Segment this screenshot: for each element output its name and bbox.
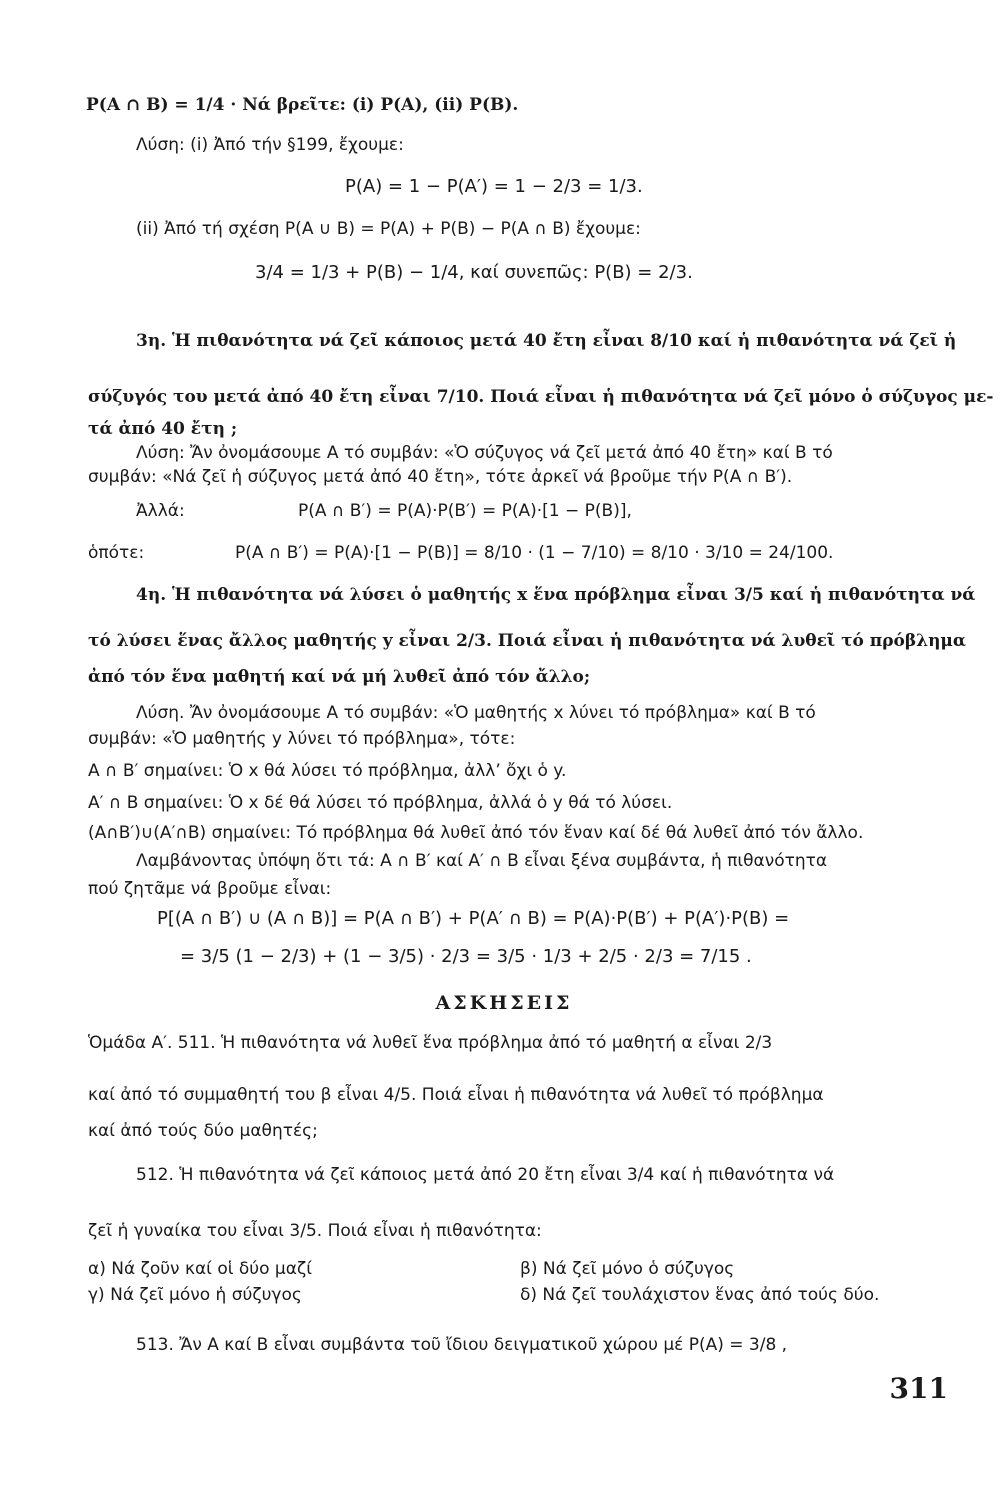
exercise-511-line3: καί ἀπό τούς δύο μαθητές;	[88, 1121, 318, 1141]
solution-4-line2: συμβάν: «Ὁ μαθητής y λύνει τό πρόβλημα», τότε:	[88, 729, 516, 749]
solution-ii-intro: (ii) Ἀπό τή σχέση P(A ∪ B) = P(A) + P(B) − P(A ∩ B) ἔχουμε:	[136, 219, 641, 239]
exercise-511-line1: Ὁμάδα Α′. 511. Ἡ πιθανότητα νά λυθεῖ ἕνα πρόβλημα ἀπό τό μαθητή α εἶναι 2/3	[88, 1033, 773, 1053]
exercise-513-line1: 513. Ἄν A καί B εἶναι συμβάντα τοῦ ἴδιου δειγματικοῦ χώρου μέ P(A) = 3/8 ,	[136, 1335, 788, 1355]
solution-4-a-prime-b: A′ ∩ B σημαίνει: Ὁ x δέ θά λύσει τό πρόβλημα, ἀλλά ὁ y θά τό λύσει.	[88, 793, 673, 813]
solution-3-alla-label: Ἀλλά:	[136, 501, 185, 521]
solution-4-formula1: P[(A ∩ B′) ∪ (A ∩ B)] = P(A ∩ B′) + P(A′ ∩ B) = P(A)·P(B′) + P(A′)·P(B) =	[157, 908, 790, 929]
solution-4-ab-prime: A ∩ B′ σημαίνει: Ὁ x θά λύσει τό πρόβλημα, ἀλλ’ ὄχι ὁ y.	[88, 761, 567, 781]
solution-i-intro: Λύση: (i) Ἀπό τήν §199, ἔχουμε:	[136, 135, 404, 155]
page-number: 311	[889, 1372, 948, 1405]
exercise-512-line2: ζεῖ ἡ γυναίκα του εἶναι 3/5. Ποιά εἶναι ἡ πιθανότητα:	[88, 1221, 542, 1241]
problem-3-line2: σύζυγός του μετά ἀπό 40 ἔτη εἶναι 7/10. Ποιά εἶναι ἡ πιθανότητα νά ζεῖ μόνο ὁ σύζυγος με-	[88, 387, 994, 407]
given-line: P(A ∩ B) = 1/4 · Νά βρεῖτε: (i) P(A), (ii) P(B).	[86, 95, 519, 115]
exercise-512-option-a: α) Νά ζοῦν καί οἱ δύο μαζί	[88, 1259, 312, 1279]
problem-4-line3: ἀπό τόν ἕνα μαθητή καί νά μή λυθεῖ ἀπό τόν ἄλλο;	[88, 667, 591, 687]
problem-4-line1: 4η. Ἡ πιθανότητα νά λύσει ὁ μαθητής x ἕνα πρόβλημα εἶναι 3/5 καί ἡ πιθανότητα νά	[136, 585, 976, 605]
formula-pa: P(A) = 1 − P(A′) = 1 − 2/3 = 1/3.	[345, 176, 643, 197]
solution-4-disjoint-line2: πού ζητᾶμε νά βροῦμε εἶναι:	[88, 879, 332, 899]
formula-pb: 3/4 = 1/3 + P(B) − 1/4, καί συνεπῶς: P(B) = 2/3.	[255, 262, 693, 283]
exercise-512-line1: 512. Ἡ πιθανότητα νά ζεῖ κάποιος μετά ἀπό 20 ἔτη εἶναι 3/4 καί ἡ πιθανότητα νά	[136, 1165, 835, 1185]
exercise-511-line2: καί ἀπό τό συμμαθητή του β εἶναι 4/5. Ποιά εἶναι ἡ πιθανότητα νά λυθεῖ τό πρόβλημα	[88, 1085, 824, 1105]
solution-3-opote-formula: P(A ∩ B′) = P(A)·[1 − P(B)] = 8/10 · (1 − 7/10) = 8/10 · 3/10 = 24/100.	[235, 543, 834, 563]
solution-4-formula2: = 3/5 (1 − 2/3) + (1 − 3/5) · 2/3 = 3/5 · 1/3 + 2/5 · 2/3 = 7/15 .	[180, 946, 752, 967]
solution-4-line1: Λύση. Ἄν ὀνομάσουμε A τό συμβάν: «Ὁ μαθητής x λύνει τό πρόβλημα» καί B τό	[136, 703, 816, 723]
problem-4-line2: τό λύσει ἕνας ἄλλος μαθητής y εἶναι 2/3. Ποιά εἶναι ἡ πιθανότητα νά λυθεῖ τό πρόβλημα	[88, 631, 966, 651]
solution-4-union: (A∩B′)∪(A′∩B) σημαίνει: Τό πρόβλημα θά λυθεῖ ἀπό τόν ἕναν καί δέ θά λυθεῖ ἀπό τόν ἄλλο.	[88, 823, 864, 843]
solution-3-alla-formula: P(A ∩ B′) = P(A)·P(B′) = P(A)·[1 − P(B)],	[298, 501, 632, 521]
solution-3-line2: συμβάν: «Νά ζεῖ ἡ σύζυγος μετά ἀπό 40 ἔτη», τότε ἀρκεῖ νά βροῦμε τήν P(A ∩ B′).	[88, 467, 793, 487]
exercises-heading: ΑΣΚΗΣΕΙΣ	[435, 992, 573, 1014]
problem-3-line1: 3η. Ἡ πιθανότητα νά ζεῖ κάποιος μετά 40 ἔτη εἶναι 8/10 καί ἡ πιθανότητα νά ζεῖ ἡ	[136, 331, 957, 351]
exercise-512-option-b: β) Νά ζεῖ μόνο ὁ σύζυγος	[520, 1259, 735, 1279]
exercise-512-option-d: δ) Νά ζεῖ τουλάχιστον ἕνας ἀπό τούς δύο.	[520, 1285, 880, 1305]
solution-3-opote-label: ὁπότε:	[88, 543, 145, 563]
exercise-512-option-c: γ) Νά ζεῖ μόνο ἡ σύζυγος	[88, 1285, 302, 1305]
solution-3-line1: Λύση: Ἄν ὀνομάσουμε A τό συμβάν: «Ὁ σύζυγος νά ζεῖ μετά ἀπό 40 ἔτη» καί B τό	[136, 443, 833, 463]
solution-4-disjoint-line1: Λαμβάνοντας ὑπόψη ὅτι τά: A ∩ B′ καί A′ ∩ B εἶναι ξένα συμβάντα, ἡ πιθανότητα	[136, 851, 828, 871]
problem-3-line3: τά ἀπό 40 ἔτη ;	[88, 419, 238, 439]
